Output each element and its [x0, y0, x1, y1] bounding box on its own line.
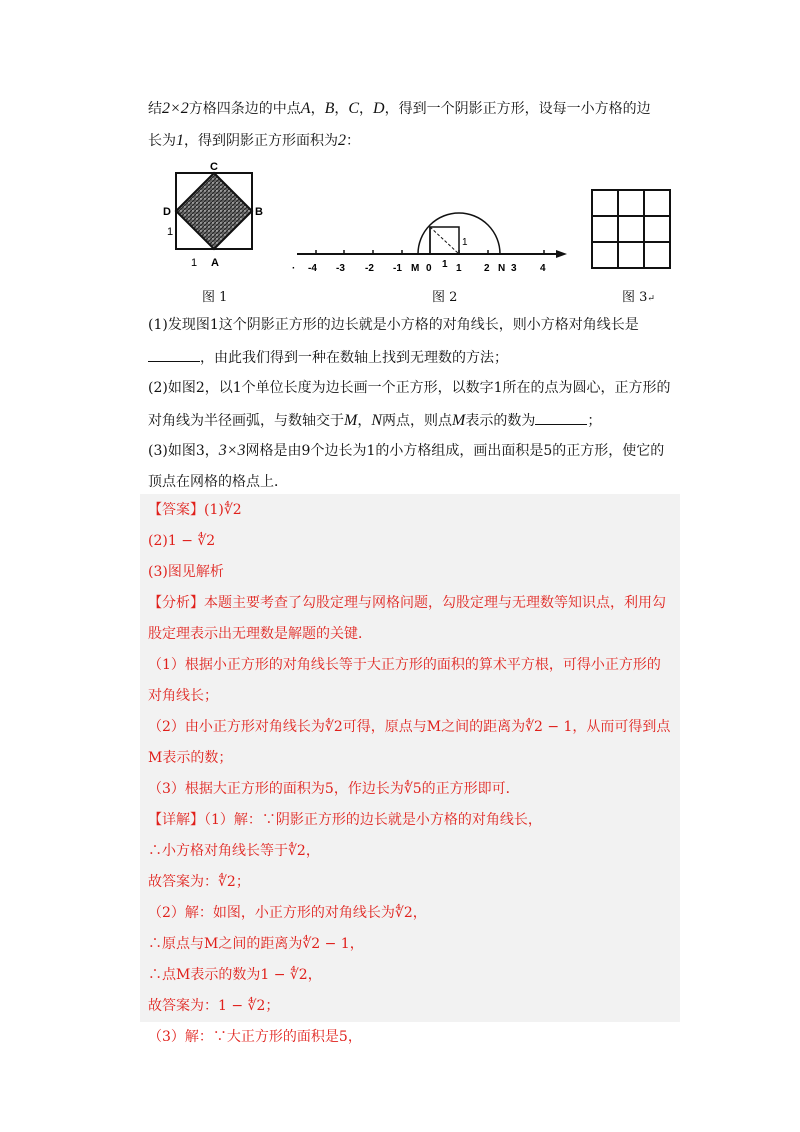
tick-label: 3: [511, 263, 517, 274]
question-text: ，由此我们得到一种在数轴上找到无理数的方法；: [200, 350, 508, 366]
answer-line-2: (2)1 − ∜2: [148, 533, 216, 549]
label-c: C: [210, 161, 218, 173]
solution-line-7: 故答案为：1 − ∜2；: [148, 998, 280, 1014]
intro-text: 长为: [148, 133, 176, 149]
solution-line-3: 故答案为：∜2；: [148, 874, 250, 890]
label-d: D: [163, 206, 171, 218]
figure-1-caption: 图 1: [202, 290, 228, 305]
solution-line-2: ∴小方格对角线长等于∜2，: [148, 843, 320, 859]
intro-text: 结: [148, 101, 162, 117]
answer-1: (1)∜2: [204, 502, 242, 518]
punct: ，: [310, 101, 325, 117]
solution-line-8: （3）解：∵大正方形的面积是5，: [148, 1029, 362, 1045]
punct: ，: [359, 101, 374, 117]
answer-line-1: [148, 500, 242, 520]
solution-line-5: ∴原点与M之间的距离为∜2 − 1，: [148, 936, 364, 952]
question-1-line-1: (1)发现图1这个阴影正方形的边长就是小方格的对角线长，则小方格对角线长是: [148, 317, 639, 333]
answer-line-3: (3)图见解析: [148, 564, 224, 580]
figure-2-caption: 图 2: [432, 290, 458, 305]
figure-1: [160, 158, 270, 274]
tick-label: -1: [393, 263, 402, 274]
arrow-head: [556, 250, 567, 258]
math-var: M: [452, 412, 466, 429]
solution-line-1: 【详解】（1）解：∵阴影正方形的边长就是小方格的对角线长，: [148, 812, 542, 828]
figure-3-caption: 图 3↵: [622, 290, 655, 305]
label-a: A: [211, 257, 219, 269]
question-2-line-2: 对角线为半径画弧，与数轴交于M，N两点，则点M表示的数为 ；: [148, 412, 602, 429]
intro-text: ，得到一个阴影正方形，设每一小方格的边: [384, 101, 651, 117]
diagonal: [430, 227, 459, 254]
math-num: 1: [176, 132, 184, 149]
tick-label-n: N: [498, 263, 506, 274]
punct: ，: [334, 101, 349, 117]
return-mark: ↵: [647, 294, 655, 304]
math-var: A: [300, 100, 311, 117]
math-var: N: [371, 412, 382, 429]
analysis-line-2: 股定理表示出无理数是解题的关键．: [148, 626, 372, 642]
analysis-line-1: 【分析】本题主要考查了勾股定理与网格问题，勾股定理与无理数等知识点，利用勾: [148, 595, 666, 611]
punct: ：: [346, 133, 360, 149]
intro-line-2: [148, 131, 360, 151]
label-b: B: [255, 206, 263, 218]
math-var: B: [324, 100, 335, 117]
tick-label-m: M: [411, 263, 420, 274]
solution-line-4: （2）解：如图，小正方形的对角线长为∜2，: [148, 905, 427, 921]
label-bottom: 1: [191, 257, 198, 269]
svg-text:·: ·: [292, 263, 296, 274]
label-side: 1: [462, 237, 468, 248]
label-side: 1: [167, 226, 174, 238]
solution-tag: 【详解】: [148, 812, 204, 828]
answer-blank: [535, 410, 587, 425]
analysis-point-1-line-1: （1）根据小正方形的对角线长等于大正方形的面积的算术平方根，可得小正方形的: [148, 657, 661, 673]
math-num: 2: [338, 132, 346, 149]
analysis-point-2-line-2: M表示的数；: [148, 750, 233, 766]
intro-text: 方格四条边的中点: [188, 101, 301, 117]
tick-label: -3: [336, 263, 345, 274]
figure-2: [292, 205, 572, 285]
tick-label: 2: [484, 263, 490, 274]
math-expr: 3×3: [218, 442, 246, 459]
tick-label: -4: [308, 263, 317, 274]
tick-label: 4: [540, 263, 546, 274]
grid-border: [592, 190, 670, 268]
analysis-point-3: （3）根据大正方形的面积为5，作边长为∜5的正方形即可．: [148, 781, 520, 797]
math-var: M: [344, 412, 358, 429]
intro-text: ，得到阴影正方形面积为: [184, 133, 338, 149]
answer-blank: [148, 347, 200, 362]
analysis-point-1-line-2: 对角线长；: [148, 688, 218, 704]
math-var: C: [348, 100, 360, 117]
math-var: D: [373, 100, 385, 117]
analysis-tag: 【分析】: [148, 595, 204, 611]
question-3-line-2: 顶点在网格的格点上．: [148, 474, 288, 490]
question-1-line-2: [148, 347, 508, 368]
tick-label: 0: [426, 263, 432, 274]
tick-label: 1: [442, 259, 448, 270]
figure-3: [590, 188, 674, 272]
grid-lines: [592, 190, 670, 268]
question-2-line-1: (2)如图2，以1个单位长度为边长画一个正方形，以数字1所在的点为圆心，正方形的: [148, 380, 671, 396]
intro-line-1: [148, 99, 651, 119]
math-expr: 2×2: [162, 100, 189, 117]
answer-tag: 【答案】: [148, 502, 204, 518]
analysis-point-2-line-1: （2）由小正方形对角线长为∜2可得，原点与M之间的距离为∜2 − 1，从而可得到点: [148, 719, 671, 735]
question-3-line-1: (3)如图3，3×3网格是由9个边长为1的小方格组成，画出面积是5的正方形，使它的: [148, 442, 665, 459]
tick-label: 1: [456, 263, 462, 274]
tick-label: -2: [365, 263, 374, 274]
shaded-square: [176, 173, 252, 249]
solution-line-6: ∴点M表示的数为1 − ∜2，: [148, 967, 322, 983]
